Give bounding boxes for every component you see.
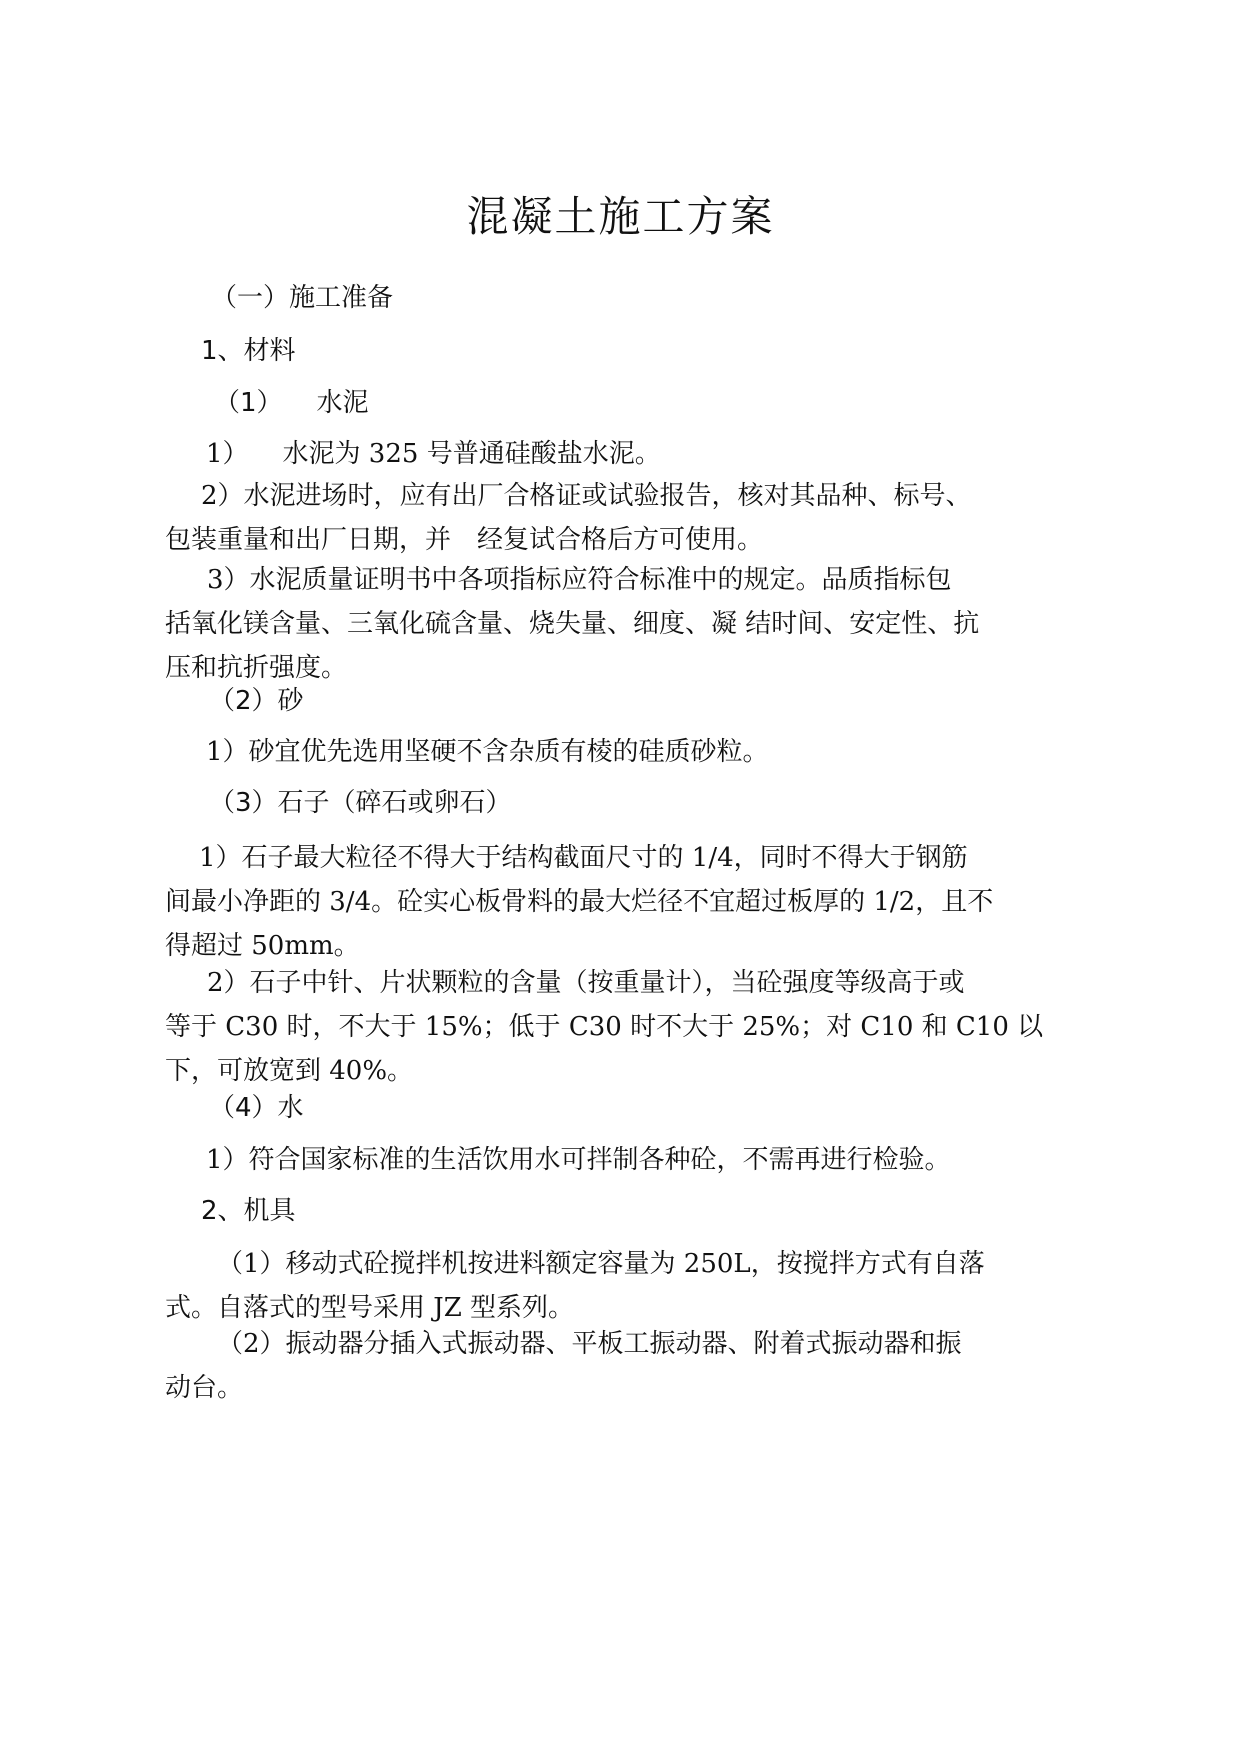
paragraph-equipment-2 [165, 1322, 1075, 1410]
paragraph-cement-2 [165, 474, 1075, 562]
paragraph-cement-1 [206, 432, 1116, 476]
paragraph-line: 得超过 50mm。 [165, 931, 360, 961]
paragraph-line: 压和抗折强度。 [165, 653, 348, 683]
paragraph-sand-1: 1）砂宜优先选用坚硬不含杂质有棱的硅质砂粒。 [206, 737, 769, 767]
paragraph-line: 包装重量和出厂日期，并 经复试合格后方可使用。 [165, 525, 764, 555]
paragraph-line: 1）石子最大粒径不得大于结构截面尺寸的 1/4，同时不得大于钢筋 [199, 843, 968, 873]
subsection-heading-materials: 1、材料 [201, 336, 296, 366]
paragraph-line: 2）水泥进场时，应有出厂合格证或试验报告，核对其品种、标号、 [201, 481, 972, 511]
paragraph-line: （2）振动器分插入式振动器、平板工振动器、附着式振动器和振 [217, 1329, 962, 1359]
item-heading-number: （1） [214, 388, 283, 418]
paragraph-stone-1 [165, 836, 1075, 968]
paragraph-cement-3 [165, 558, 1075, 690]
paragraph-equipment-1 [165, 1242, 1075, 1330]
paragraph-line: （1）移动式砼搅拌机按进料额定容量为 250L，按搅拌方式有自落 [217, 1249, 985, 1279]
list-number: 1） [206, 439, 249, 469]
paragraph-stone-2 [165, 961, 1075, 1093]
document-title: 混凝土施工方案 [466, 192, 775, 241]
paragraph-water-1: 1）符合国家标准的生活饮用水可拌制各种砼，不需再进行检验。 [206, 1145, 951, 1175]
paragraph-line: 动台。 [165, 1373, 244, 1403]
item-heading-stone: （3）石子（碎石或卵石） [209, 788, 512, 818]
paragraph-line: 括氧化镁含量、三氧化硫含量、烧失量、细度、凝 结时间、安定性、抗 [165, 609, 980, 639]
paragraph-line: 3）水泥质量证明书中各项指标应符合标准中的规定。品质指标包 [207, 565, 952, 595]
item-heading-water: （4）水 [209, 1093, 304, 1123]
paragraph-line: 等于 C30 时，不大于 15%；低于 C30 时不大于 25%；对 C10 和 C10 以 [165, 1012, 1044, 1042]
paragraph-line: 下，可放宽到 40%。 [165, 1056, 414, 1086]
paragraph-line: 间最小净距的 3/4。砼实心板骨料的最大烂径不宜超过板厚的 1/2，且不 [165, 887, 994, 917]
item-heading-cement [214, 386, 369, 420]
item-heading-text: 水泥 [316, 388, 369, 418]
section-heading-construction-prep: （一）施工准备 [211, 283, 394, 313]
subsection-heading-equipment: 2、机具 [201, 1196, 296, 1226]
paragraph-line: 2）石子中针、片状颗粒的含量（按重量计），当砼强度等级高于或 [207, 968, 965, 998]
paragraph-text: 水泥为 325 号普通硅酸盐水泥。 [282, 439, 661, 469]
paragraph-line: 式。自落式的型号采用 JZ 型系列。 [165, 1293, 575, 1323]
item-heading-sand: （2）砂 [209, 686, 304, 716]
